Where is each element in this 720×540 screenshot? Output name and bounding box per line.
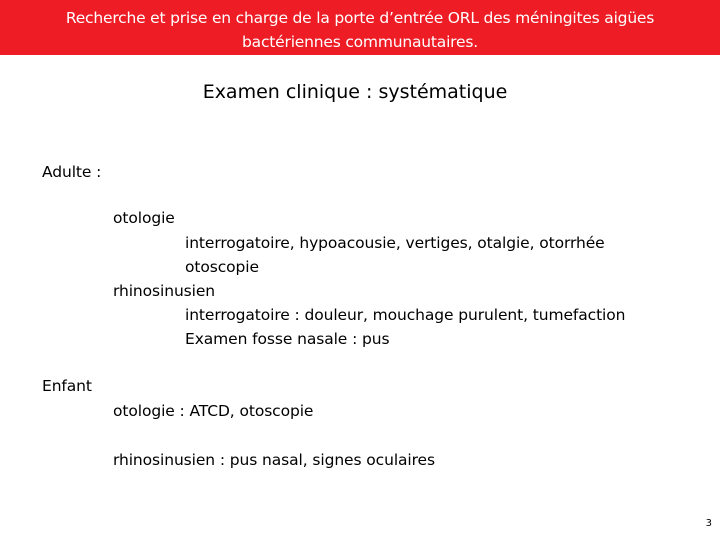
section-subtitle: Examen clinique : systématique — [202, 81, 508, 103]
adulte-rhino-item: interrogatoire : douleur, mouchage purulent, tumefaction — [185, 306, 626, 324]
adulte-otologie-item: interrogatoire, hypoacousie, vertiges, otalgie, otorrhée — [185, 234, 605, 252]
title-banner — [0, 0, 720, 55]
adulte-rhino-heading: rhinosinusien — [113, 282, 216, 300]
page-number: 3 — [705, 518, 712, 529]
enfant-item: rhinosinusien : pus nasal, signes oculaires — [113, 451, 435, 469]
adulte-label: Adulte : — [42, 163, 102, 181]
adulte-otologie-item: otoscopie — [185, 258, 259, 276]
slide-title-line-1: Recherche et prise en charge de la porte d’entrée ORL des méningites aigües — [65, 9, 655, 27]
adulte-rhino-item: Examen fosse nasale : pus — [185, 330, 390, 348]
adulte-otologie-heading: otologie — [113, 209, 175, 227]
enfant-item: otologie : ATCD, otoscopie — [113, 402, 314, 420]
enfant-label: Enfant — [42, 377, 92, 395]
slide-title — [0, 6, 720, 54]
slide-title-line-2: bactériennes communautaires. — [242, 33, 478, 51]
